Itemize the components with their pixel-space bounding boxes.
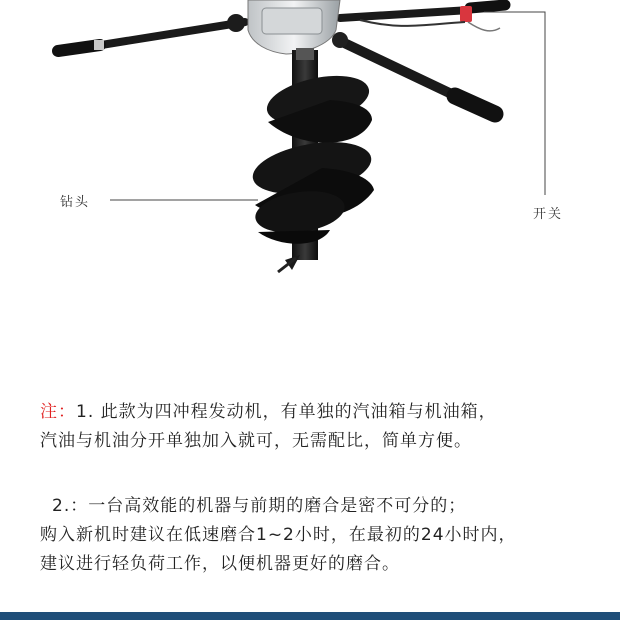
note-label: 注：	[40, 402, 76, 422]
auger-drill	[249, 48, 376, 272]
engine-housing	[248, 0, 340, 54]
left-handle	[58, 14, 245, 51]
note-line-1: 注：1. 此款为四冲程发动机，有单独的汽油箱与机油箱，	[40, 402, 497, 422]
note-line-5: 建议进行轻负荷工作，以便机器更好的磨合。	[40, 554, 400, 574]
note-line-2: 汽油与机油分开单独加入就可，无需配比，简单方便。	[40, 431, 472, 451]
switch-label: 开关	[533, 207, 564, 222]
switch-callout	[484, 12, 545, 195]
usage-notes	[40, 398, 600, 579]
note-line-3: 2.：一台高效能的机器与前期的磨合是密不可分的；	[52, 496, 467, 516]
bottom-divider-bar	[0, 612, 620, 620]
drill-bit-label: 钻头	[60, 195, 91, 210]
right-top-handle	[340, 5, 505, 31]
note-line-4: 购入新机时建议在低速磨合1~2小时，在最初的24小时内，	[40, 525, 517, 545]
